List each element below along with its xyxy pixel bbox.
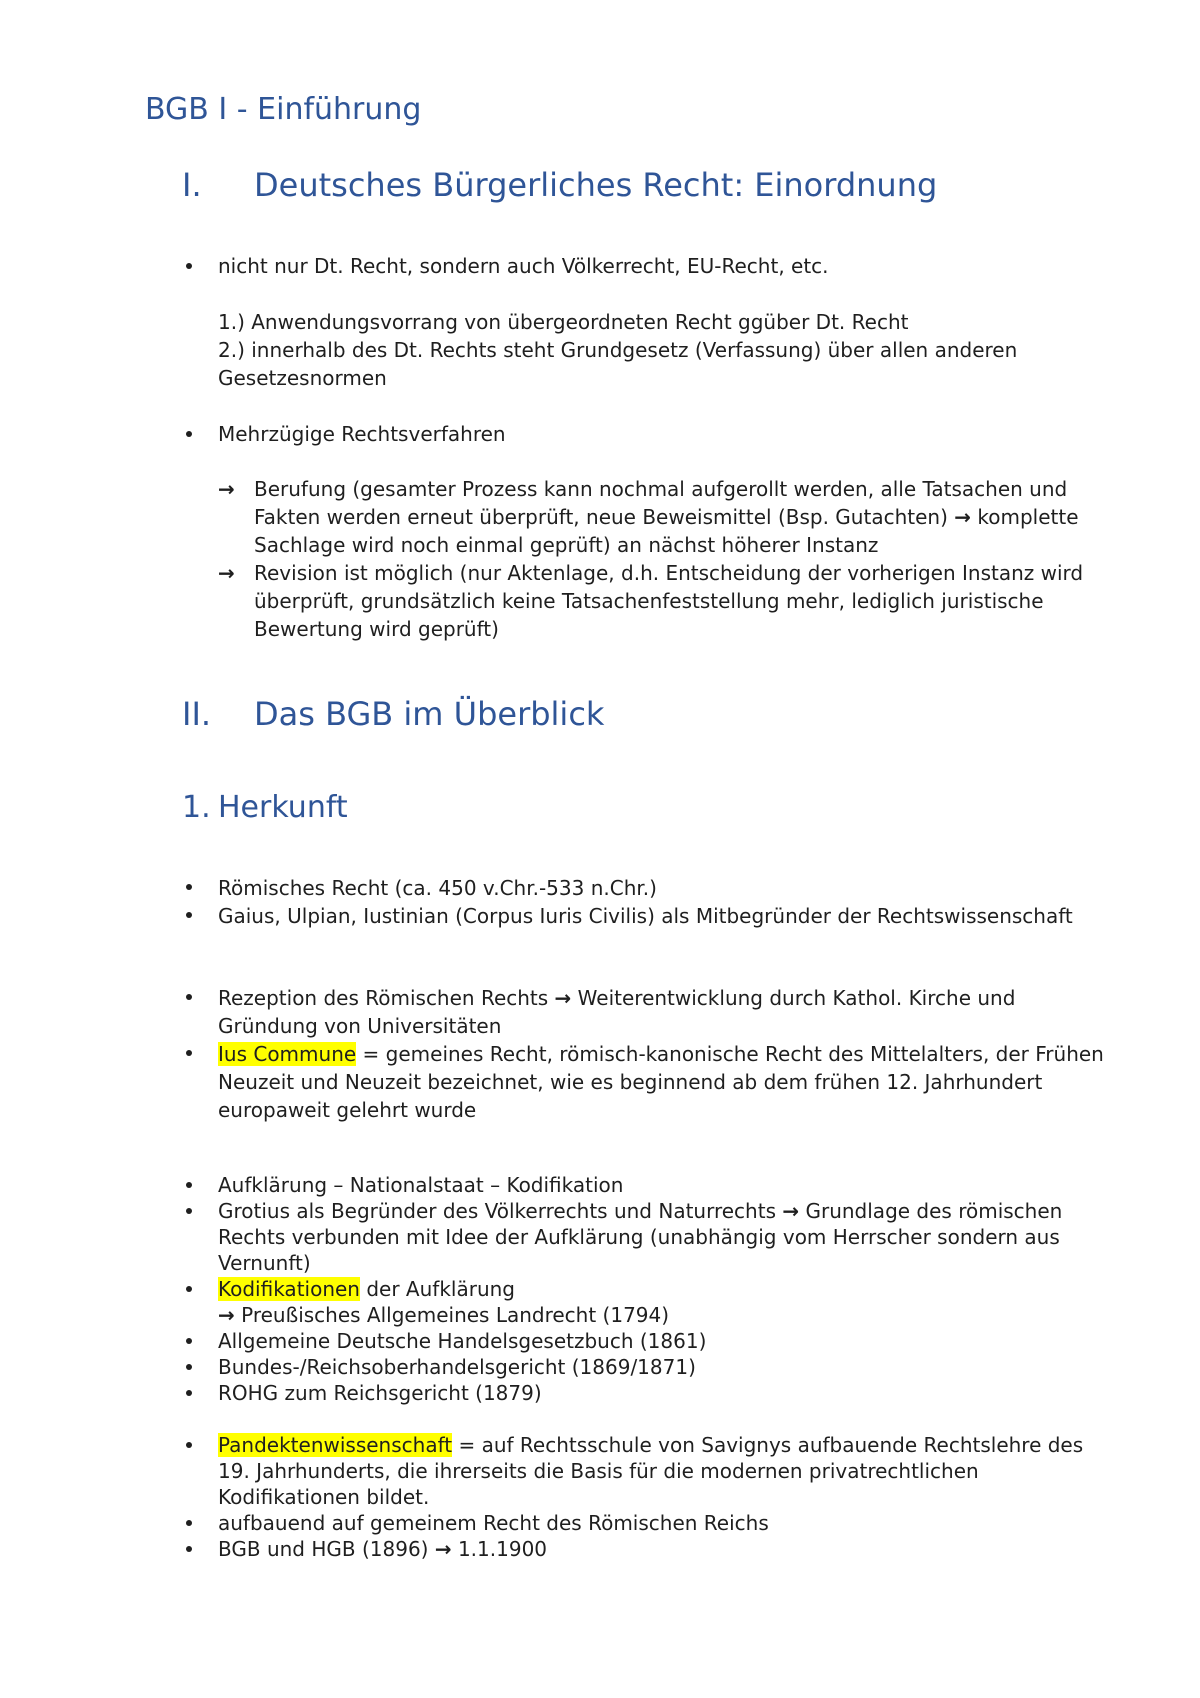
numbered-points: [218, 308, 1098, 392]
arrow-right-icon: →: [218, 1303, 235, 1327]
bullet-list: [186, 421, 1106, 447]
list-item: Rezeption des Römischen Rechts → Weiterentwicklung durch Kathol. Kirche und Gründung von Universitäten: [186, 984, 1106, 1040]
arrow-right-icon: →: [954, 505, 971, 529]
section-title: Das BGB im Überblick: [254, 695, 605, 733]
arrow-list: [218, 475, 1098, 643]
section-title: Deutsches Bürgerliches Recht: Einordnung: [254, 166, 938, 204]
bullet-list: [186, 984, 1106, 1124]
list-item: Bundes-/Reichsoberhandelsgericht (1869/1871): [186, 1354, 1106, 1380]
bullet-list: [186, 253, 1106, 279]
list-item: Pandektenwissenschaft = auf Rechtsschule von Savignys aufbauende Rechtslehre des 19. Jahrhunderts, die ihrerseits die Basis für die modernen privatrechtlichen Kodifikationen bildet.: [186, 1432, 1106, 1510]
list-item: Kodifikationen der Aufklärung → Preußisches Allgemeines Landrecht (1794): [186, 1276, 1106, 1328]
subsection-number: 1.: [182, 790, 211, 825]
document-title: BGB I - Einführung: [145, 92, 422, 127]
section-number: I.: [182, 166, 202, 204]
bullet-list: [186, 874, 1106, 930]
list-item: Ius Commune = gemeines Recht, römisch-kanonische Recht des Mittelalters, der Frühen Neuzeit und Neuzeit bezeichnet, wie es beginnend ab dem frühen 12. Jahrhundert europaweit gelehrt wurde: [186, 1040, 1106, 1124]
list-item: Allgemeine Deutsche Handelsgesetzbuch (1861): [186, 1328, 1106, 1354]
highlighted-term: Pandektenwissenschaft: [218, 1433, 453, 1457]
bullet-list: [186, 1172, 1106, 1406]
list-item: ROHG zum Reichsgericht (1879): [186, 1380, 1106, 1406]
highlighted-term: Ius Commune: [218, 1042, 357, 1066]
arrow-right-icon: →: [554, 986, 572, 1010]
bullet-list: [186, 1432, 1106, 1562]
list-item: aufbauend auf gemeinem Recht des Römischen Reichs: [186, 1510, 1106, 1536]
arrow-right-icon: →: [434, 1537, 452, 1561]
arrow-item: → Berufung (gesamter Prozess kann nochmal aufgerollt werden, alle Tatsachen und Fakten werden erneut überprüft, neue Beweismittel (Bsp. Gutachten) → komplette Sachlage wird noch einmal geprüft) an nächst höherer Instanz: [218, 477, 1079, 557]
section-number: II.: [182, 695, 212, 733]
numbered-point: 2.) innerhalb des Dt. Rechts steht Grundgesetz (Verfassung) über allen anderen Gesetzesnormen: [218, 338, 1018, 390]
numbered-point: 1.) Anwendungsvorrang von übergeordneten Recht ggüber Dt. Recht: [218, 310, 909, 334]
list-item: Gaius, Ulpian, Iustinian (Corpus Iuris Civilis) als Mitbegründer der Rechtswissenschaft: [186, 902, 1106, 930]
list-item: Aufklärung – Nationalstaat – Kodifikation: [186, 1172, 1106, 1198]
highlighted-term: Kodifikationen: [218, 1277, 360, 1301]
arrow-item: → Revision ist möglich (nur Aktenlage, d.h. Entscheidung der vorherigen Instanz wird überprüft, grundsätzlich keine Tatsachenfeststellung mehr, lediglich juristische Bewertung wird geprüft): [218, 561, 1084, 641]
subsection-title: Herkunft: [218, 790, 348, 825]
arrow-right-icon: →: [218, 477, 235, 501]
list-item: nicht nur Dt. Recht, sondern auch Völkerrecht, EU-Recht, etc.: [186, 253, 1106, 279]
list-item: Römisches Recht (ca. 450 v.Chr.-533 n.Chr.): [186, 874, 1106, 902]
subsection-heading: [182, 790, 348, 825]
list-item: Grotius als Begründer des Völkerrechts und Naturrechts → Grundlage des römischen Rechts verbunden mit Idee der Aufklärung (unabhängig vom Herrscher sondern aus Vernunft): [186, 1198, 1106, 1276]
list-item: BGB und HGB (1896) → 1.1.1900: [186, 1536, 1106, 1562]
list-item: Mehrzügige Rechtsverfahren: [186, 421, 1106, 447]
arrow-right-icon: →: [218, 561, 235, 585]
arrow-right-icon: →: [782, 1199, 800, 1223]
